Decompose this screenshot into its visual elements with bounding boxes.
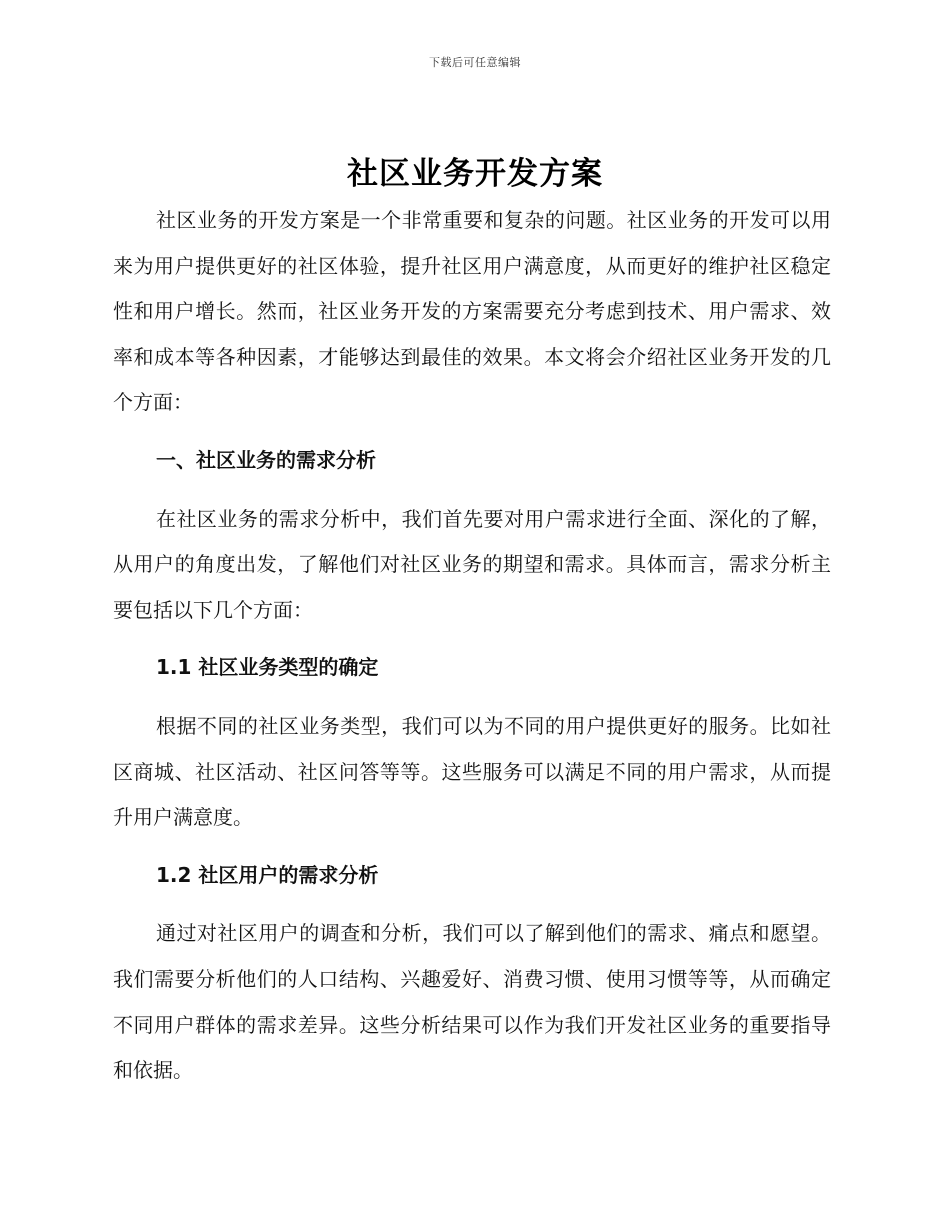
spacer xyxy=(113,426,831,438)
subsection-heading: 1.1 社区业务类型的确定 xyxy=(156,655,379,680)
spacer xyxy=(113,633,831,645)
section-paragraph: 在社区业务的需求分析中，我们首先要对用户需求进行全面、深化的了解，从用户的角度出发，了解他们对社区业务的期望和需求。具体而言，需求分析主要包括以下几个方面： xyxy=(113,506,831,622)
spacer xyxy=(113,484,831,497)
spacer xyxy=(113,898,831,911)
spacer xyxy=(113,841,831,853)
header-note: 下载后可任意编辑 xyxy=(429,56,521,69)
document-title: 社区业务开发方案 xyxy=(347,156,603,192)
document-body xyxy=(113,198,831,1094)
spacer xyxy=(113,691,831,704)
subsection-heading: 1.2 社区用户的需求分析 xyxy=(156,862,379,887)
intro-paragraph: 社区业务的开发方案是一个非常重要和复杂的问题。社区业务的开发可以用来为用户提供更好的社区体验，提升社区用户满意度，从而更好的维护社区稳定性和用户增长。然而，社区业务开发的方案需要充分考虑到技术、用户需求、效率和成本等各种因素，才能够达到最佳的效果。本文将会介绍社区业务开发的几个方面： xyxy=(113,208,831,415)
subsection-paragraph: 根据不同的社区业务类型，我们可以为不同的用户提供更好的服务。比如社区商城、社区活动、社区问答等等。这些服务可以满足不同的用户需求，从而提升用户满意度。 xyxy=(113,713,831,830)
section-heading: 一、社区业务的需求分析 xyxy=(156,447,376,472)
subsection-paragraph: 通过对社区用户的调查和分析，我们可以了解到他们的需求、痛点和愿望。我们需要分析他们的人口结构、兴趣爱好、消费习惯、使用习惯等等，从而确定不同用户群体的需求差异。这些分析结果可以作为我们开发社区业务的重要指导和依据。 xyxy=(113,921,831,1083)
